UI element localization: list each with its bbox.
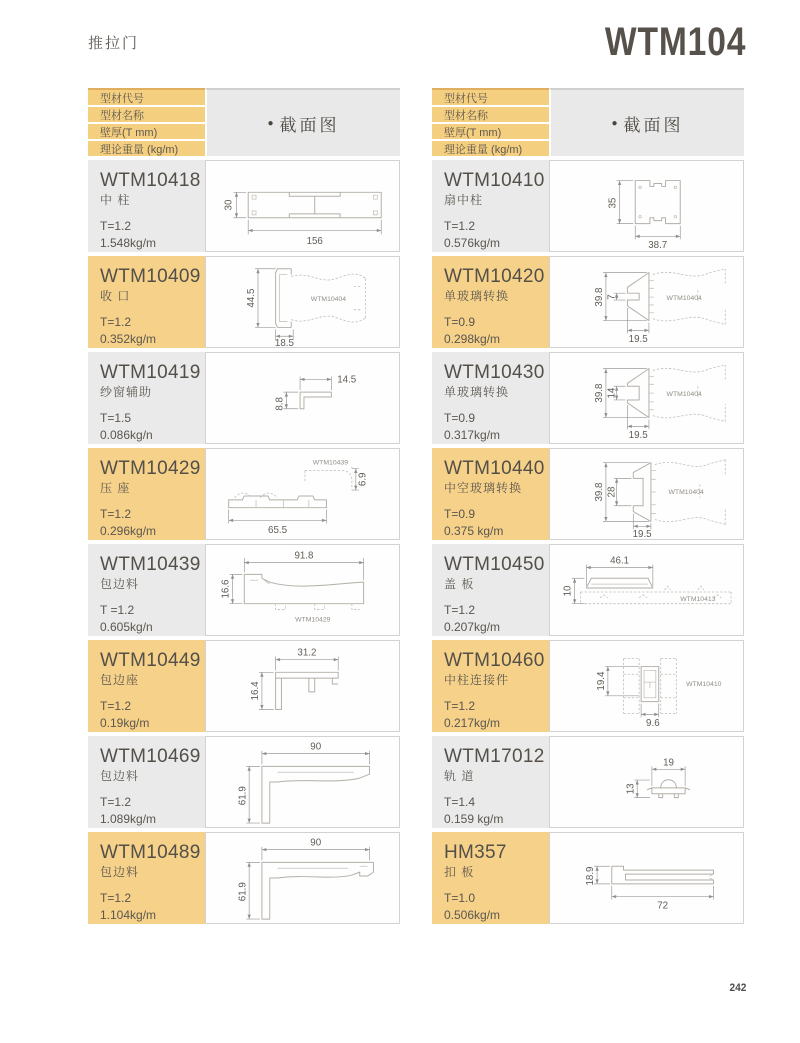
- dim-height: 8.8: [274, 397, 286, 411]
- cross-section-drawing: [550, 545, 743, 635]
- profile-thickness: T=0.9: [444, 315, 476, 329]
- profile-code: WTM10440: [444, 458, 545, 479]
- cross-section-drawing: [206, 161, 399, 251]
- profile-table-right: [432, 88, 744, 924]
- profile-info: [432, 448, 549, 540]
- profile-weight: 0.576kg/m: [444, 236, 501, 250]
- profile-thickness: T=1.2: [100, 507, 132, 521]
- dim-width: 9.6: [646, 718, 660, 730]
- dim-width: 19.5: [628, 334, 648, 346]
- row-wtm10419: [88, 352, 400, 444]
- profile-info: [88, 448, 205, 540]
- profile-info: [432, 736, 549, 828]
- profile-code: WTM10429: [100, 458, 201, 479]
- profile-thickness: T =1.2: [100, 603, 135, 617]
- table-header: [432, 88, 744, 156]
- cross-section-drawing: [206, 737, 399, 827]
- ref-profile-label: WTM10404: [668, 489, 704, 496]
- header-row-name: 型材名称: [88, 107, 205, 124]
- dim-height: 39.8: [593, 482, 605, 502]
- profile-weight: 1.089kg/m: [100, 812, 157, 826]
- bullet-icon: ●: [611, 117, 618, 129]
- dim-width: 19.5: [628, 430, 648, 442]
- dim-height: 16.6: [220, 579, 232, 599]
- row-wtm10418: [88, 160, 400, 252]
- row-wtm10469: [88, 736, 400, 828]
- cross-section-diagram: [549, 352, 744, 444]
- profile-name: 纱窗辅助: [100, 385, 153, 399]
- dim-height: 61.9: [237, 786, 249, 806]
- profile-thickness: T=1.2: [444, 219, 476, 233]
- profile-code: WTM10420: [444, 266, 545, 287]
- profile-code: WTM10409: [100, 266, 201, 287]
- profile-name: 轨 道: [444, 769, 475, 783]
- category-title: 推拉门: [88, 35, 140, 52]
- ref-profile-label: WTM10404: [666, 391, 702, 399]
- cross-section-diagram: [549, 160, 744, 252]
- profile-info: [88, 160, 205, 252]
- header-row-code: 型材代号: [88, 90, 205, 107]
- dim-width: 18.5: [274, 338, 294, 347]
- profile-code: WTM10419: [100, 362, 201, 383]
- profile-name: 压 座: [100, 481, 131, 495]
- profile-name: 包边料: [100, 865, 140, 879]
- cross-section-drawing: [550, 257, 743, 347]
- profile-name: 收 口: [100, 289, 131, 303]
- profile-code: WTM10430: [444, 362, 545, 383]
- series-title: WTM104: [604, 20, 746, 64]
- ref-profile-label: WTM10429: [295, 616, 331, 624]
- cross-section-drawing: [206, 353, 399, 443]
- profile-code: WTM10489: [100, 842, 201, 863]
- cross-section-drawing: [550, 737, 743, 827]
- cross-section-drawing: [206, 545, 399, 635]
- profile-weight: 0.19kg/m: [100, 716, 150, 730]
- row-wtm17012: [432, 736, 744, 828]
- profile-name: 中 柱: [100, 193, 131, 207]
- profile-info: [88, 352, 205, 444]
- profile-info: [432, 256, 549, 348]
- profile-info: [432, 640, 549, 732]
- cross-section-diagram: [549, 448, 744, 540]
- dim-height: 39.8: [593, 383, 605, 403]
- cross-section-diagram: [205, 256, 400, 348]
- ref-profile-label: WTM10410: [686, 681, 722, 688]
- header-labels: [432, 88, 549, 156]
- bullet-icon: ●: [267, 117, 274, 129]
- ref-profile-label: WTM10413: [680, 595, 716, 603]
- row-wtm10410: [432, 160, 744, 252]
- profile-thickness: T=1.2: [100, 315, 132, 329]
- dim-height: 35: [607, 197, 619, 209]
- cross-section-drawing: [206, 449, 399, 539]
- cross-section-diagram: [549, 736, 744, 828]
- profile-thickness: T=1.0: [444, 891, 476, 905]
- dim-width: 90: [310, 837, 322, 849]
- profile-info: [432, 832, 549, 924]
- profile-code: WTM10469: [100, 746, 201, 767]
- profile-weight: 0.352kg/m: [100, 332, 157, 346]
- dim-height: 18.9: [585, 866, 597, 886]
- cross-section-drawing: [550, 353, 743, 443]
- dim-inner: 28: [606, 486, 618, 498]
- cross-section-diagram: [205, 160, 400, 252]
- dim-height: 61.9: [237, 882, 249, 902]
- ref-profile-label: WTM10439: [312, 459, 349, 467]
- profile-table-left: [88, 88, 400, 924]
- section-label: 截面图: [623, 115, 684, 135]
- cross-section-diagram: [205, 544, 400, 636]
- dim-height: 16.4: [249, 681, 261, 701]
- dim-height: 19.4: [595, 671, 607, 691]
- profile-weight: 0.217kg/m: [444, 716, 501, 730]
- profile-info: [88, 832, 205, 924]
- profile-weight: 1.548kg/m: [100, 236, 157, 250]
- cross-section-diagram: [549, 832, 744, 924]
- profile-info: [432, 544, 549, 636]
- profile-thickness: T=1.4: [444, 795, 476, 809]
- profile-info: [88, 544, 205, 636]
- profile-thickness: T=1.2: [100, 219, 132, 233]
- profile-weight: 0.375 kg/m: [444, 524, 504, 538]
- cross-section-diagram: [205, 832, 400, 924]
- profile-code: WTM17012: [444, 746, 545, 767]
- dim-height: 39.8: [593, 287, 605, 307]
- dim-width: 90: [310, 741, 322, 753]
- row-hm357: [432, 832, 744, 924]
- header-row-thickness: 壁厚(T mm): [432, 124, 549, 141]
- profile-weight: 0.207kg/m: [444, 620, 501, 634]
- row-wtm10449: [88, 640, 400, 732]
- profile-name: 包边座: [100, 673, 140, 687]
- section-diagram-header: [205, 88, 400, 156]
- row-wtm10450: [432, 544, 744, 636]
- profile-weight: 0.296kg/m: [100, 524, 157, 538]
- row-wtm10489: [88, 832, 400, 924]
- profile-weight: 0.159 kg/m: [444, 812, 504, 826]
- row-wtm10430: [432, 352, 744, 444]
- profile-weight: 0.317kg/m: [444, 428, 501, 442]
- dim-inner: 7: [606, 294, 618, 300]
- profile-info: [432, 352, 549, 444]
- profile-thickness: T=1.2: [444, 699, 476, 713]
- cross-section-diagram: [205, 352, 400, 444]
- profile-name: 扣 板: [444, 865, 475, 879]
- header-row-thickness: 壁厚(T mm): [88, 124, 205, 141]
- dim-width: 65.5: [268, 525, 288, 537]
- dim-width: 72: [657, 900, 669, 912]
- profile-info: [432, 160, 549, 252]
- cross-section-diagram: [549, 544, 744, 636]
- profile-name: 包边料: [100, 769, 140, 783]
- cross-section-drawing: [550, 641, 743, 731]
- header-row-code: 型材代号: [432, 90, 549, 107]
- page-number: 242: [729, 982, 746, 994]
- profile-thickness: T=1.5: [100, 411, 132, 425]
- row-wtm10429: [88, 448, 400, 540]
- profile-code: WTM10460: [444, 650, 545, 671]
- profile-weight: 0.086kg/n: [100, 428, 153, 442]
- section-label: 截面图: [279, 115, 340, 135]
- dim-width: 19.5: [632, 529, 652, 539]
- profile-code: WTM10418: [100, 170, 201, 191]
- dim-width: 19: [663, 757, 674, 769]
- profile-code: WTM10449: [100, 650, 201, 671]
- ref-profile-label: WTM10404: [666, 295, 702, 303]
- dim-width: 14.5: [337, 374, 357, 386]
- dim-inner: 14: [606, 387, 618, 399]
- profile-thickness: T=0.9: [444, 411, 476, 425]
- cross-section-diagram: [549, 640, 744, 732]
- profile-code: WTM10450: [444, 554, 545, 575]
- profile-info: [88, 640, 205, 732]
- profile-name: 盖 板: [444, 577, 475, 591]
- cross-section-diagram: [205, 640, 400, 732]
- cross-section-drawing: [206, 257, 399, 347]
- dim-height: 10: [562, 585, 574, 597]
- profile-name: 中空玻璃转换: [444, 481, 523, 495]
- profile-tables: [88, 88, 744, 924]
- profile-name: 包边料: [100, 577, 140, 591]
- row-wtm10439: [88, 544, 400, 636]
- dim-height: 6.9: [357, 472, 369, 487]
- profile-thickness: T=1.2: [444, 603, 476, 617]
- cross-section-drawing: [206, 641, 399, 731]
- profile-info: [88, 256, 205, 348]
- row-wtm10420: [432, 256, 744, 348]
- dim-height: 30: [223, 199, 235, 211]
- profile-name: 中柱连接件: [444, 673, 510, 687]
- dim-width: 46.1: [610, 555, 630, 567]
- profile-thickness: T=1.2: [100, 699, 132, 713]
- dim-width: 91.8: [294, 550, 314, 562]
- row-wtm10409: [88, 256, 400, 348]
- header-row-name: 型材名称: [432, 107, 549, 124]
- profile-code: HM357: [444, 842, 507, 863]
- dim-width: 156: [306, 236, 323, 248]
- cross-section-drawing: [206, 833, 399, 923]
- profile-weight: 0.605kg/n: [100, 620, 153, 634]
- profile-name: 单玻璃转换: [444, 289, 510, 303]
- profile-thickness: T=1.2: [100, 795, 132, 809]
- dim-height: 44.5: [246, 288, 258, 308]
- profile-code: WTM10439: [100, 554, 201, 575]
- cross-section-drawing: [550, 161, 743, 251]
- ref-profile-label: WTM10404: [310, 296, 347, 304]
- cross-section-drawing: [550, 833, 743, 923]
- row-wtm10460: [432, 640, 744, 732]
- profile-thickness: T=0.9: [444, 507, 476, 521]
- page-header: [88, 20, 746, 66]
- header-row-weight: 理论重量 (kg/m): [88, 141, 205, 156]
- cross-section-drawing: [550, 449, 743, 539]
- cross-section-diagram: [205, 736, 400, 828]
- dim-width: 38.7: [648, 240, 668, 251]
- profile-code: WTM10410: [444, 170, 545, 191]
- cross-section-diagram: [205, 448, 400, 540]
- table-header: [88, 88, 400, 156]
- profile-weight: 0.298kg/m: [444, 332, 501, 346]
- profile-name: 扇中柱: [444, 193, 484, 207]
- profile-thickness: T=1.2: [100, 891, 132, 905]
- section-diagram-header: [549, 88, 744, 156]
- profile-weight: 1.104kg/m: [100, 908, 157, 922]
- profile-name: 单玻璃转换: [444, 385, 510, 399]
- dim-height: 13: [625, 783, 637, 795]
- profile-weight: 0.506kg/m: [444, 908, 501, 922]
- header-row-weight: 理论重量 (kg/m): [432, 141, 549, 156]
- row-wtm10440: [432, 448, 744, 540]
- dim-width: 31.2: [297, 647, 317, 659]
- cross-section-diagram: [549, 256, 744, 348]
- profile-info: [88, 736, 205, 828]
- header-labels: [88, 88, 205, 156]
